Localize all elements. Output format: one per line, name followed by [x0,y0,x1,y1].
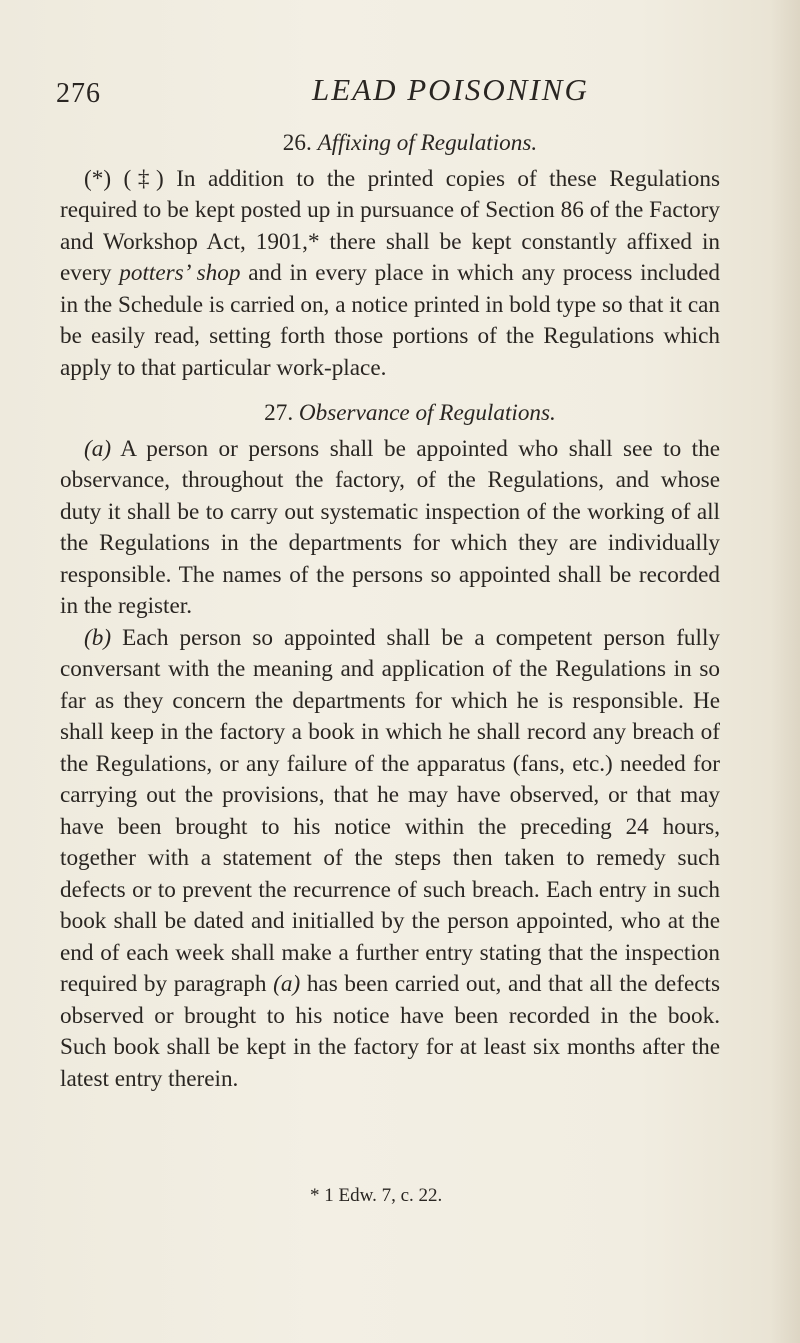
paragraph-affixing [60,164,720,385]
paragraph-label: (*) (‡) [84,165,164,192]
section-number: 27. [264,400,294,426]
paragraph-label: (a) [84,435,112,462]
section-number: 26. [282,130,312,156]
paragraph-b [60,623,720,1096]
paragraph-label: (b) [84,624,112,651]
page-number: 276 [56,78,101,109]
section-spacer [60,384,720,398]
page-edge-shadow [770,0,800,1343]
paragraph-text: has been carried out, and that all the defects observed or brought to his notice have been recorded in the book. Such book shall be kept in the factory for at least six months after the latest entry therein. [60,971,720,1092]
paragraph-text: Each person so appointed shall be a competent person fully conversant with the meaning and application of the Regulations in so far as they concern the departments for which he is responsible. He shall keep in the factory a book in which he shall record any breach of the Regulations, or any failure of the apparatus (fans, etc.) needed for carrying out the provisions, that he may have observed, or that may have been brought to his notice within the preceding 24 hours, together with a statement of the steps then taken to remedy such defects or to prevent the recurrence of such breach. Each entry in such book shall be dated and initialled by the person appointed, who at the end of each week shall make a further entry stating that the inspection required by paragraph [60,624,720,997]
footnote: * 1 Edw. 7, c. 22. [310,1185,443,1206]
section-heading-26 [60,128,720,160]
section-title: Observance of Regulations. [298,400,556,426]
page-body [60,128,720,1095]
paragraph-a [60,434,720,623]
paragraph-text: In addition to the printed copies of these Regulations required to be kept posted up in pursuance of Section 86 of the Factory and Workshop Act, 1901,* there shall be kept constantly affixed in every [60,165,720,286]
section-heading-27 [60,398,720,430]
paragraph-emphasis: (a) [273,971,301,997]
paragraph-emphasis: potters’ shop [119,260,241,286]
running-head: LEAD POISONING [312,72,589,107]
page-header [56,72,756,112]
paragraph-text: and in every place in which any process included in the Schedule is carried on, a notice printed in bold type so that it can be easily read, setting forth those portions of the Regulations which apply to that particular work-place. [60,260,720,381]
paragraph-text: A person or persons shall be appointed who shall see to the observance, throughout the factory, of the Regulations, and whose duty it shall be to carry out systematic inspection of the working of all the Regulations in the departments for which they are individually responsible. The names of the persons so appointed shall be recorded in the register. [60,435,720,619]
section-title: Affixing of Regulations. [317,130,538,156]
